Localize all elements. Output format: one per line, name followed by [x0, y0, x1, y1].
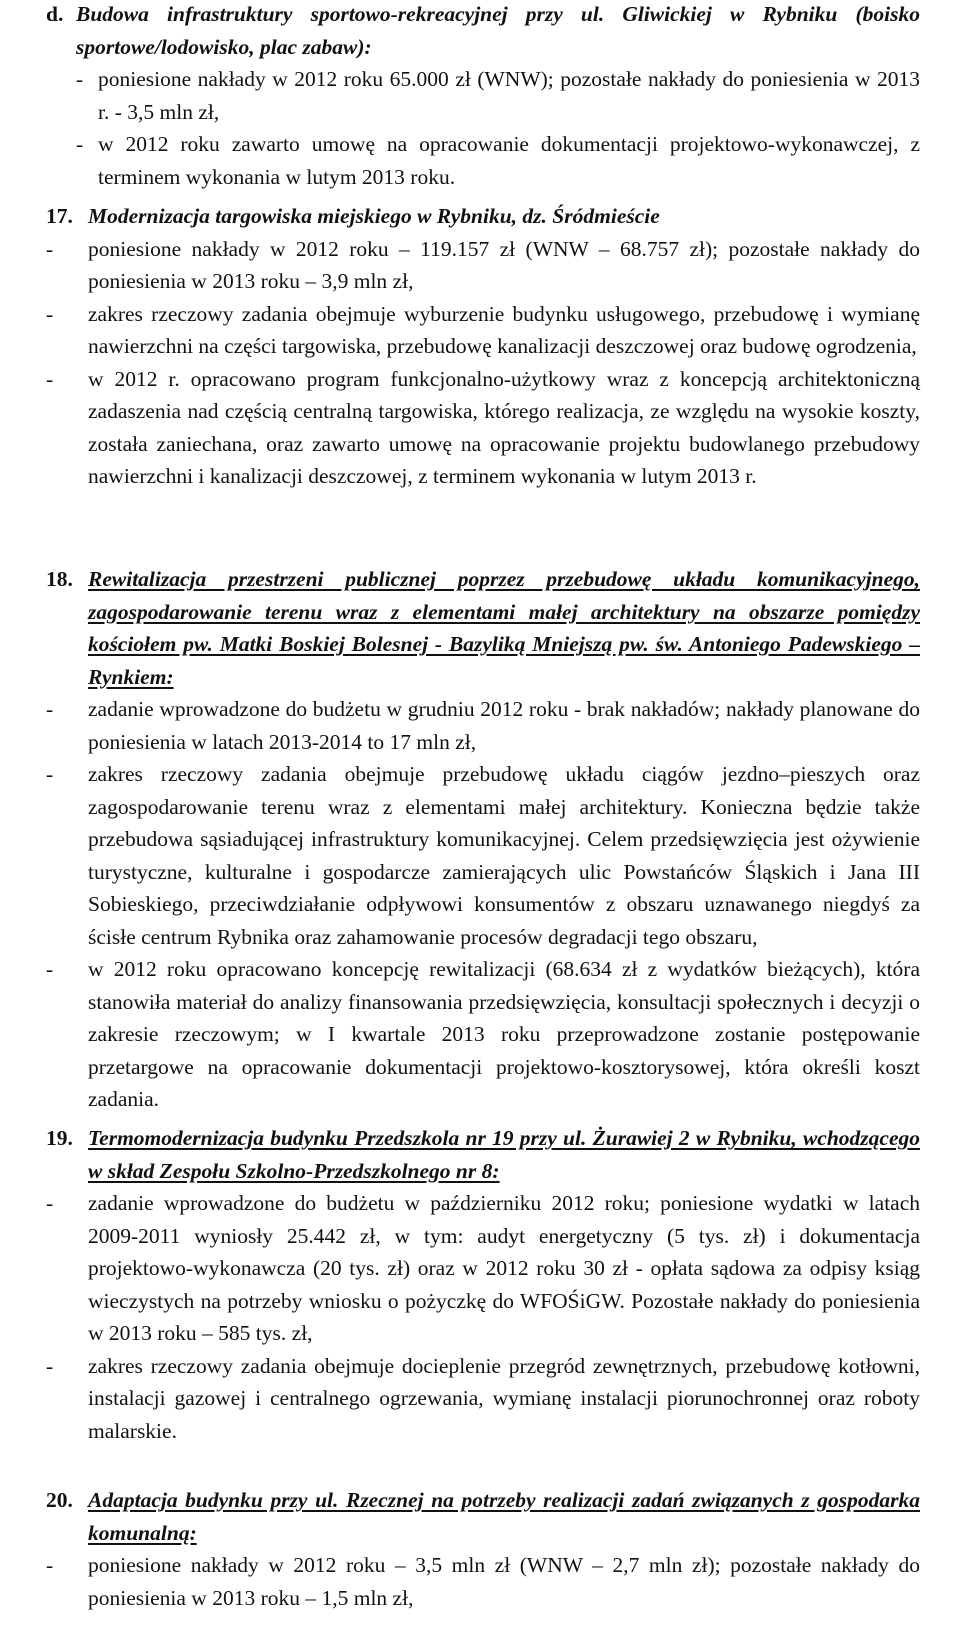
list-item-text: poniesione nakłady w 2012 roku – 119.157 zł (WNW – 68.757 zł); pozostałe nakłady do poniesienia w 2013 roku – 3,9 mln zł, [88, 236, 920, 293]
section-title: Modernizacja targowiska miejskiego w Rybniku, dz. Śródmieście [88, 204, 660, 228]
list-dash: - [46, 236, 54, 261]
list-item [46, 1350, 920, 1448]
list-item-text: poniesione nakłady w 2012 roku 65.000 zł (WNW); pozostałe nakłady do poniesienia w 2013 r. - 3,5 mln zł, [98, 67, 920, 124]
section-number: 20. [46, 1488, 73, 1512]
list-dash: - [46, 1353, 54, 1378]
list-item-text: zakres rzeczowy zadania obejmuje przebudowę układu ciągów jezdno–pieszych oraz zagospodarowanie terenu wraz z elementami małej architektury. Konieczna będzie także przebudowa sąsiadującej infrastruktury komunikacyjnej. Celem przedsięwzięcia jest ożywienie turystyczne, kulturalne i gospodarcze zamierających ulic Powstańców Śląskich i Jana III Sobieskiego, przeciwdziałanie odpływowi konsumentów z obszaru uznawanego niegdyś za ścisłe centrum Rybnika oraz zahamowanie procesów degradacji tego obszaru, [88, 762, 920, 949]
section-18 [46, 563, 920, 1116]
section-title: Termomodernizacja budynku Przedszkola nr 19 przy ul. Żurawiej 2 w Rybniku, wchodzącego w skład Zespołu Szkolno-Przedszkolnego nr 8: [88, 1126, 920, 1183]
list-dash: - [46, 301, 54, 326]
list-item-text: w 2012 roku zawarto umowę na opracowanie dokumentacji projektowo-wykonawczej, z terminem wykonania w lutym 2013 roku. [98, 132, 920, 189]
section-title: Adaptacja budynku przy ul. Rzecznej na potrzeby realizacji zadań związanych z gospodarka komunalną: [88, 1488, 920, 1545]
list-item [46, 233, 920, 298]
list-item [46, 1549, 920, 1614]
section-heading [46, 563, 920, 693]
list-dash: - [46, 762, 54, 786]
section-20 [46, 1484, 920, 1614]
list-item-text: zadanie wprowadzone do budżetu w grudniu 2012 roku - brak nakładów; nakłady planowane do poniesienia w latach 2013-2014 to 17 mln zł, [88, 697, 920, 754]
list-dash: - [46, 1553, 54, 1577]
list-dash: - [76, 67, 84, 91]
section-list [46, 63, 920, 193]
section-heading [46, 200, 920, 233]
section-list [46, 1549, 920, 1614]
section-d [46, 0, 920, 193]
list-item-text: poniesione nakłady w 2012 roku – 3,5 mln zł (WNW – 2,7 mln zł); pozostałe nakłady do poniesienia w 2013 roku – 1,5 mln zł, [88, 1553, 920, 1610]
list-item [76, 63, 920, 128]
section-list [46, 233, 920, 493]
list-item [46, 693, 920, 758]
list-dash: - [76, 132, 84, 156]
section-heading [46, 0, 920, 63]
section-number: d. [46, 2, 64, 26]
section-number: 17. [46, 204, 73, 228]
list-item-text: w 2012 r. opracowano program funkcjonalno-użytkowy wraz z koncepcją architektoniczną zadaszenia nad częścią centralną targowiska, którego realizacja, ze względu na wysokie koszty, została zaniechana, oraz zawarto umowę na opracowanie projektu budowlanego przebudowy nawierzchni i kanalizacji deszczowej, z terminem wykonania w lutym 2013 r. [88, 366, 920, 488]
list-dash: - [46, 366, 54, 391]
list-item-text: w 2012 roku opracowano koncepcję rewitalizacji (68.634 zł z wydatków bieżących), która stanowiła materiał do analizy finansowania przedsięwzięcia, konsultacji społecznych i decyzji o zakresie rzeczowym; w I kwartale 2013 roku przeprowadzone zostanie postępowanie przetargowe na opracowanie dokumentacji projektowo-kosztorysowej, która określi koszt zadania. [88, 957, 920, 1111]
list-dash: - [46, 957, 54, 981]
list-dash: - [46, 1191, 54, 1215]
list-item [46, 363, 920, 493]
section-title: Rewitalizacja przestrzeni publicznej poprzez przebudowę układu komunikacyjnego, zagospodarowanie terenu wraz z elementami małej architektury na obszarze pomiędzy kościołem pw. Matki Boskiej Bolesnej - Bazyliką Mniejszą pw. św. Antoniego Padewskiego – Rynkiem: [88, 567, 920, 689]
list-item [46, 758, 920, 953]
section-heading [46, 1122, 920, 1187]
list-item-text: zakres rzeczowy zadania obejmuje wyburzenie budynku usługowego, przebudowę i wymianę nawierzchni na części targowiska, przebudowę kanalizacji deszczowej oraz budowę ogrodzenia, [88, 301, 920, 358]
section-heading [46, 1484, 920, 1549]
list-item-text: zakres rzeczowy zadania obejmuje docieplenie przegród zewnętrznych, przebudowę kotłowni, instalacji gazowej i centralnego ogrzewania, wymianę instalacji piorunochronnej oraz roboty malarskie. [88, 1353, 920, 1443]
list-item-text: zadanie wprowadzone do budżetu w październiku 2012 roku; poniesione wydatki w latach 2009-2011 wyniosły 25.442 zł, w tym: audyt energetyczny (5 tys. zł) i dokumentacja projektowo-wykonawcza (20 tys. zł) oraz w 2012 roku 30 zł - opłata sądowa za odpisy ksiąg wieczystych na potrzeby wniosku o pożyczkę do WFOŚiGW. Pozostałe nakłady do poniesienia w 2013 roku – 585 tys. zł, [88, 1191, 920, 1345]
list-dash: - [46, 697, 54, 721]
section-list [46, 1187, 920, 1447]
list-item [76, 128, 920, 193]
section-title: Budowa infrastruktury sportowo-rekreacyjnej przy ul. Gliwickiej w Rybniku (boisko sportowe/lodowisko, plac zabaw): [76, 2, 920, 59]
list-item [46, 1187, 920, 1350]
list-item [46, 953, 920, 1116]
section-19 [46, 1122, 920, 1447]
section-list [46, 693, 920, 1116]
section-number: 18. [46, 567, 73, 591]
section-number: 19. [46, 1126, 73, 1150]
section-17 [46, 200, 920, 493]
list-item [46, 298, 920, 363]
